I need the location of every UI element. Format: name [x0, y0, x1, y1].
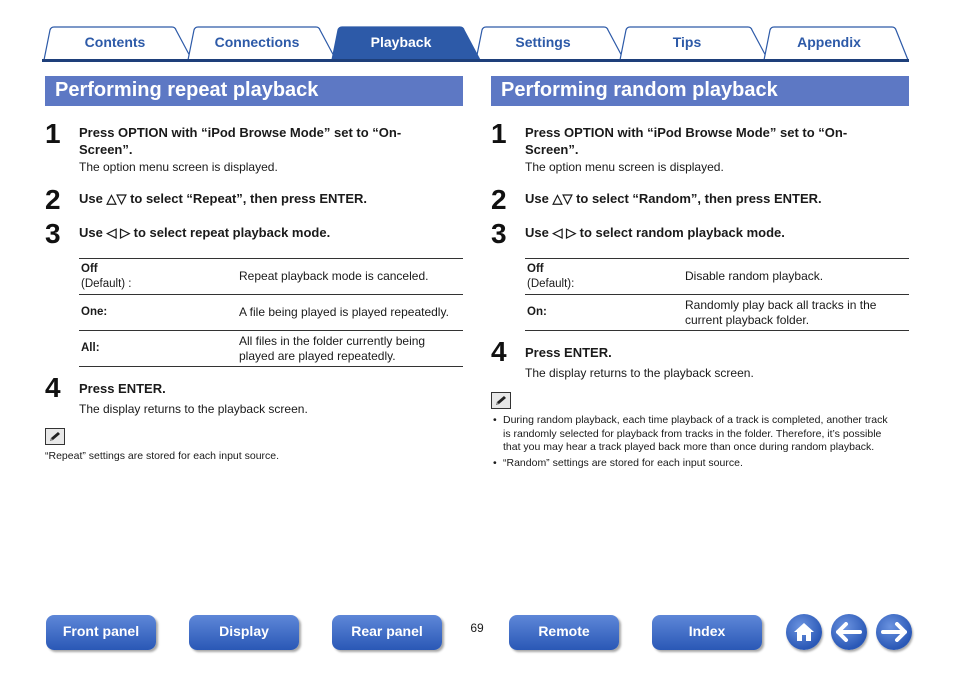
tab-settings[interactable]: Settings	[515, 34, 571, 50]
step-number: 1	[491, 118, 507, 149]
repeat-playback-section	[45, 76, 463, 462]
back-button[interactable]	[831, 614, 867, 650]
step-description: The option menu screen is displayed.	[79, 160, 278, 174]
pencil-icon	[45, 428, 65, 445]
forward-arrow-icon	[881, 622, 907, 642]
option-sub: (Default) :	[81, 277, 132, 290]
step-number: 1	[45, 118, 61, 149]
tab-tips[interactable]: Tips	[672, 34, 702, 50]
option-description: Randomly play back all tracks in the current playback folder.	[683, 295, 909, 331]
step-number: 3	[45, 218, 61, 249]
option-sub: (Default):	[527, 277, 575, 290]
back-arrow-icon	[836, 622, 862, 642]
step-number: 4	[491, 336, 507, 367]
front-panel-button[interactable]: Front panel	[46, 615, 156, 650]
section-heading: Performing repeat playback	[45, 76, 463, 106]
step-title: Press OPTION with “iPod Browse Mode” set to “On-Screen”.	[525, 125, 848, 157]
home-button[interactable]	[786, 614, 822, 650]
repeat-mode-table	[79, 258, 463, 367]
tab-contents[interactable]: Contents	[84, 34, 146, 50]
option-description: Repeat playback mode is canceled.	[237, 259, 463, 295]
option-name: Off	[81, 262, 98, 275]
option-key	[525, 295, 683, 331]
option-name: All:	[81, 342, 100, 354]
step-title: Press ENTER.	[525, 345, 612, 360]
option-name: One:	[81, 306, 108, 318]
tab-playback[interactable]: Playback	[370, 34, 432, 50]
step-number: 2	[491, 184, 507, 215]
note-item: • “Random” settings are stored for each input source.	[491, 457, 891, 471]
home-icon	[792, 621, 816, 643]
note-list	[491, 414, 891, 472]
page-number: 69	[470, 621, 484, 635]
step-title: Press ENTER.	[79, 381, 166, 396]
table-row	[79, 295, 463, 331]
rear-panel-button[interactable]: Rear panel	[332, 615, 442, 650]
option-key	[79, 259, 237, 295]
option-description: Disable random playback.	[683, 259, 909, 295]
note-text: “Repeat” settings are stored for each input source.	[45, 450, 280, 462]
table-row	[79, 331, 463, 367]
tab-appendix[interactable]: Appendix	[797, 34, 861, 50]
random-playback-section	[491, 76, 909, 469]
table-row	[525, 295, 909, 331]
section-heading: Performing random playback	[491, 76, 909, 106]
step-title: Use ◁ ▷ to select random playback mode.	[525, 225, 785, 240]
index-button[interactable]: Index	[652, 615, 762, 650]
step-number: 3	[491, 218, 507, 249]
remote-button[interactable]: Remote	[509, 615, 619, 650]
step-description: The option menu screen is displayed.	[525, 160, 724, 174]
option-key	[525, 259, 683, 295]
option-key	[79, 331, 237, 367]
step-description: The display returns to the playback screen.	[79, 402, 308, 416]
step-number: 2	[45, 184, 61, 215]
option-description: A file being played is played repeatedly.	[237, 295, 463, 331]
option-description: All files in the folder currently being played are played repeatedly.	[237, 331, 463, 367]
step-number: 4	[45, 372, 61, 403]
option-name: On:	[527, 306, 547, 318]
note-item: • During random playback, each time playback of a track is completed, another track is randomly selected for playback from tracks in the folder. Therefore, it’s possible that you may hear a track played back more than once during random playback.	[491, 414, 891, 455]
table-row	[79, 259, 463, 295]
step-title: Use △▽ to select “Random”, then press ENTER.	[525, 191, 822, 206]
step-description: The display returns to the playback screen.	[525, 366, 754, 380]
tab-connections[interactable]: Connections	[214, 34, 300, 50]
step-title: Use △▽ to select “Repeat”, then press ENTER.	[79, 191, 368, 206]
step-title: Use ◁ ▷ to select repeat playback mode.	[79, 225, 331, 240]
option-key	[79, 295, 237, 331]
option-name: Off	[527, 262, 544, 275]
tab-underline	[42, 59, 909, 62]
table-row	[525, 259, 909, 295]
pencil-icon	[491, 392, 511, 409]
display-button[interactable]: Display	[189, 615, 299, 650]
tab-bar	[42, 26, 908, 62]
forward-button[interactable]	[876, 614, 912, 650]
random-mode-table	[525, 258, 909, 331]
step-title: Press OPTION with “iPod Browse Mode” set to “On-Screen”.	[79, 125, 402, 157]
